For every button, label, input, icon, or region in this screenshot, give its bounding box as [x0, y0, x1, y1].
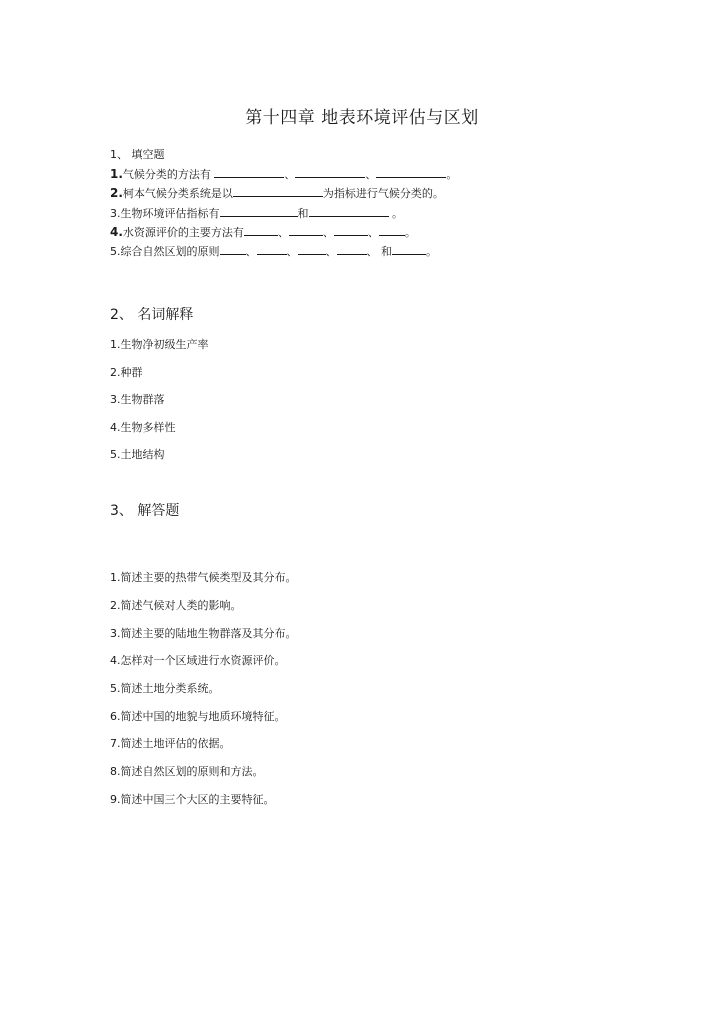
question-end: 为指标进行气候分类的。	[322, 187, 444, 200]
question-number: 1.	[110, 167, 123, 181]
question-fill-3	[110, 206, 403, 221]
definition-item: 3.生物群落	[110, 393, 165, 406]
answer-blank	[220, 206, 298, 217]
question-text: 气候分类的方法有	[122, 168, 215, 181]
separator: 、	[367, 226, 379, 239]
separator: 、	[277, 226, 289, 239]
question-fill-4	[110, 225, 416, 240]
answer-question-item: 7.简述土地评估的依据。	[110, 737, 231, 750]
question-fill-1	[110, 167, 457, 182]
answer-question-item: 1.简述主要的热带气候类型及其分布。	[110, 571, 297, 584]
answer-question-item: 5.简述土地分类系统。	[110, 682, 220, 695]
answer-blank	[376, 167, 446, 178]
question-number: 3.	[110, 207, 121, 220]
answer-question-item: 3.简述主要的陆地生物群落及其分布。	[110, 627, 297, 640]
question-end: 。	[388, 207, 403, 220]
separator: 、	[245, 245, 257, 258]
question-text: 生物环境评估指标有	[120, 207, 220, 220]
answer-question-item: 2.简述气候对人类的影响。	[110, 599, 242, 612]
separator: 、 和	[366, 245, 392, 258]
separator: 、	[365, 168, 377, 181]
answer-blank	[295, 167, 365, 178]
answer-blank	[257, 244, 287, 255]
question-fill-2	[110, 186, 444, 201]
question-number: 2.	[110, 186, 123, 200]
answer-blank	[334, 225, 368, 236]
question-end: 。	[404, 226, 416, 239]
answer-blank	[379, 225, 405, 236]
section-heading-answers: 3、 解答题	[110, 503, 180, 519]
answer-question-item: 4.怎样对一个区域进行水资源评价。	[110, 654, 286, 667]
answer-blank	[298, 244, 326, 255]
answer-blank	[392, 244, 426, 255]
definition-item: 4.生物多样性	[110, 421, 176, 434]
definition-item: 2.种群	[110, 366, 143, 379]
question-fill-5	[110, 244, 437, 259]
answer-blank	[214, 167, 284, 178]
separator: 、	[286, 245, 298, 258]
answer-blank	[309, 206, 389, 217]
answer-blank	[289, 225, 323, 236]
answer-question-item: 8.简述自然区划的原则和方法。	[110, 765, 264, 778]
separator: 、	[322, 226, 334, 239]
definition-item: 1.生物净初级生产率	[110, 338, 209, 351]
question-end: 。	[446, 168, 458, 181]
separator: 和	[297, 207, 309, 220]
question-end: 。	[426, 245, 437, 258]
separator: 、	[325, 245, 337, 258]
separator: 、	[284, 168, 296, 181]
question-text: 柯本气候分类系统是以	[122, 187, 233, 200]
answer-blank	[337, 244, 367, 255]
section-heading-definitions: 2、 名词解释	[110, 307, 194, 323]
page-title: 第十四章 地表环境评估与区划	[245, 108, 479, 128]
question-number: 5.	[110, 245, 121, 258]
question-text: 水资源评价的主要方法有	[122, 226, 244, 239]
answer-question-item: 6.简述中国的地貌与地质环境特征。	[110, 710, 286, 723]
definition-item: 5.土地结构	[110, 448, 165, 461]
answer-blank	[244, 225, 278, 236]
question-text: 综合自然区划的原则	[120, 245, 220, 258]
question-number: 4.	[110, 225, 123, 239]
section-heading-fill-blank: 1、 填空题	[110, 148, 165, 161]
answer-blank	[220, 244, 246, 255]
answer-question-item: 9.简述中国三个大区的主要特征。	[110, 793, 275, 806]
answer-blank	[233, 186, 323, 197]
